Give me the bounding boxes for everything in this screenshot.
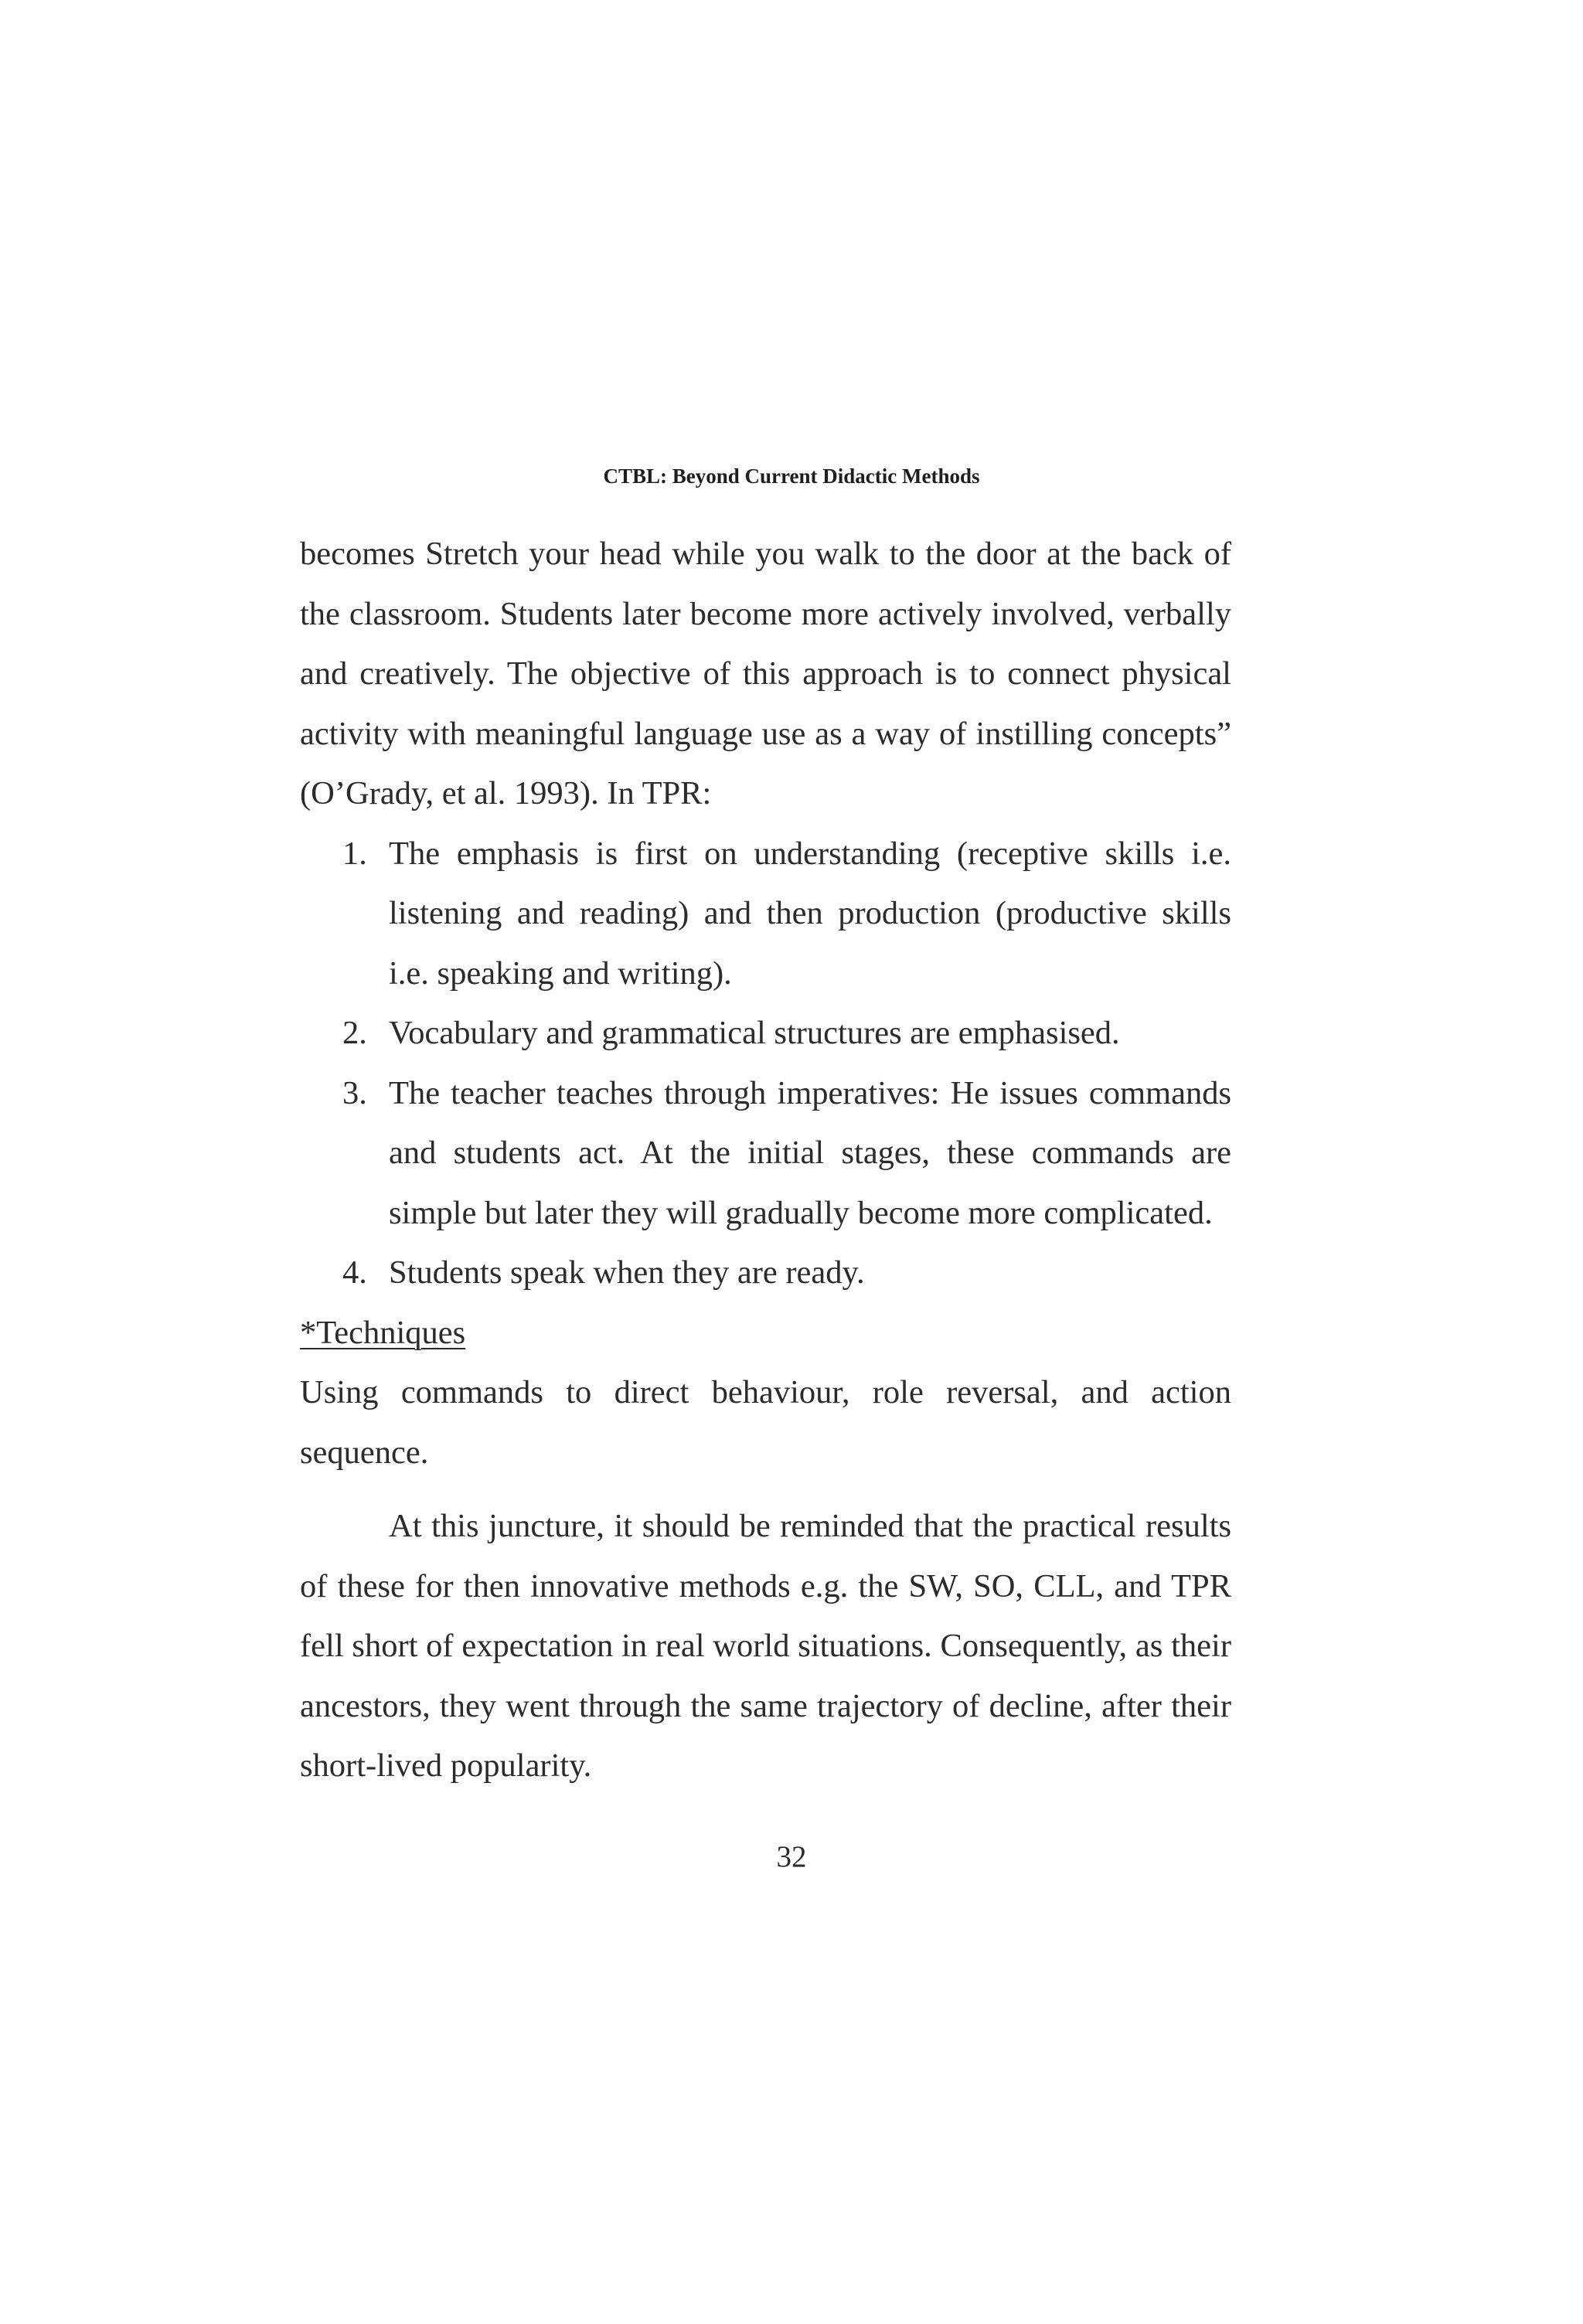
- list-item-number: 2.: [342, 1015, 367, 1051]
- list-item-number: 4.: [342, 1254, 367, 1291]
- closing-paragraph: At this juncture, it should be reminded that the practical results of these for then innovative methods e.g. the SW, SO, CLL, and TPR fell short of expectation in real world situations. Consequently, as their ancestors, they went through the same trajectory of decline, after their short-lived popularity.: [300, 1508, 1231, 1784]
- list-item-text: Students speak when they are ready.: [389, 1254, 865, 1291]
- list-item-number: 3.: [342, 1074, 367, 1111]
- list-item-number: 1.: [342, 835, 367, 872]
- running-header: CTBL: Beyond Current Didactic Methods: [603, 464, 980, 488]
- list-item: [300, 824, 1231, 1004]
- list-item: [300, 1003, 1231, 1063]
- list-item-text: The teacher teaches through imperatives: He issues commands and students act. At the initial stages, these commands are simple but later they will gradually become more complicated.: [389, 1074, 1231, 1231]
- intro-paragraph: becomes Stretch your head while you walk to the door at the back of the classroom. Students later become more actively involved, verbally and creatively. The objective of this approach is to connect physical activity with meaningful language use as a way of instilling concepts” (O’Grady, et al. 1993). In TPR:: [300, 536, 1231, 812]
- techniques-heading-text: *Techniques: [300, 1314, 466, 1351]
- techniques-paragraph: Using commands to direct behaviour, role reversal, and action sequence.: [300, 1374, 1231, 1471]
- page-number: 32: [776, 1840, 807, 1873]
- page-body: [300, 524, 1231, 1796]
- tpr-principles-list: [300, 824, 1231, 1303]
- list-item: [300, 1063, 1231, 1244]
- list-item-text: The emphasis is first on understanding (receptive skills i.e. listening and reading) and then production (productive skills i.e. speaking and writing).: [389, 835, 1231, 992]
- list-item-text: Vocabulary and grammatical structures are emphasised.: [389, 1015, 1120, 1051]
- techniques-heading: [300, 1303, 1231, 1363]
- list-item: [300, 1243, 1231, 1303]
